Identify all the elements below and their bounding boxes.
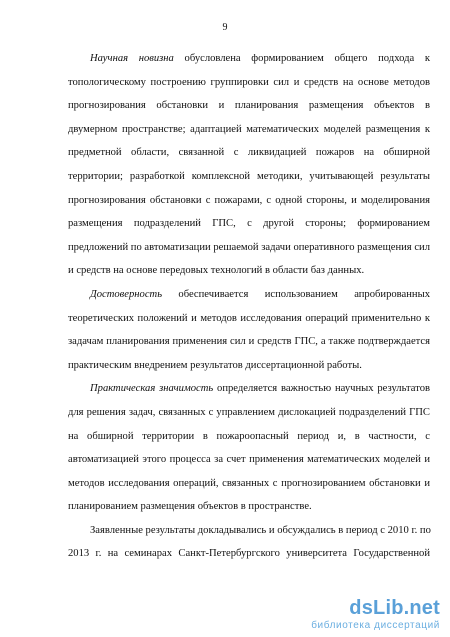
text-line: методов исследования операций, связанных с прогнозированием обстановки и (68, 477, 430, 489)
lead-italic-term: Научная новизна (90, 53, 174, 64)
text-line: прогнозирования обстановки и планирования размещения объектов в (68, 100, 430, 112)
text-line: прогнозирования обстановки с пожарами, с одной стороны, и моделирования (68, 194, 430, 206)
dslib-tagline: библиотека диссертаций (311, 620, 440, 631)
paragraph-practical-significance (68, 377, 430, 519)
text-line: размещения подразделений ГПС, с другой стороны; формированием (68, 218, 430, 230)
lead-italic-term: Практическая значимость (90, 383, 214, 395)
text-line: Заявленные результаты докладывались и обсуждались в период с 2010 г. по (90, 524, 431, 536)
text-line: предметной области, связанной с ликвидацией пожаров на обширной (68, 147, 430, 159)
page-number: 9 (222, 22, 228, 33)
text-line: планированием размещения объектов в пространстве. (68, 501, 312, 513)
text-line: двумерном пространстве; адаптацией математических моделей размещения к (68, 123, 430, 135)
paragraph-scientific-novelty (68, 47, 430, 283)
text-line: Научная новизна обусловлена формированием общего подхода к (90, 53, 430, 64)
text-line: практическим внедрением результатов диссертационной работы. (68, 359, 362, 371)
text-line: 2013 г. на семинарах Санкт-Петербургского университета Государственной (68, 548, 430, 560)
text-line: предложений по автоматизации решаемой задачи оперативного размещения сил (68, 241, 430, 253)
text-line: топологическому построению группировки сил и средств на основе методов (68, 76, 430, 88)
paragraph-approbation (68, 519, 430, 566)
text-line: задачам планирования применения сил и средств ГПС, а также подтверждается (68, 336, 430, 348)
dslib-watermark (311, 598, 440, 631)
text-line: Достоверность обеспечивается использованием апробированных (90, 288, 430, 300)
text-line: для решения задач, связанных с управлением дислокацией подразделений ГПС (68, 406, 430, 418)
text-line: Практическая значимость определяется важностью научных результатов (90, 383, 430, 395)
paragraph-reliability (68, 283, 430, 377)
dslib-logo: dsLib.net (349, 597, 440, 619)
text-line: территории; разработкой комплексной методики, учитывающей результаты (68, 170, 430, 182)
document-body (68, 47, 430, 566)
text-line: автоматизацией этого процесса за счет применения математических моделей и (68, 454, 430, 466)
text-line: и средств на основе передовых технологий в области баз данных. (68, 265, 365, 277)
text-line: на обширной территории в пожароопасный период и, в частности, с (68, 430, 430, 442)
text-line: теоретических положений и методов исследования операций применительно к (68, 312, 430, 324)
lead-italic-term: Достоверность (90, 288, 163, 300)
